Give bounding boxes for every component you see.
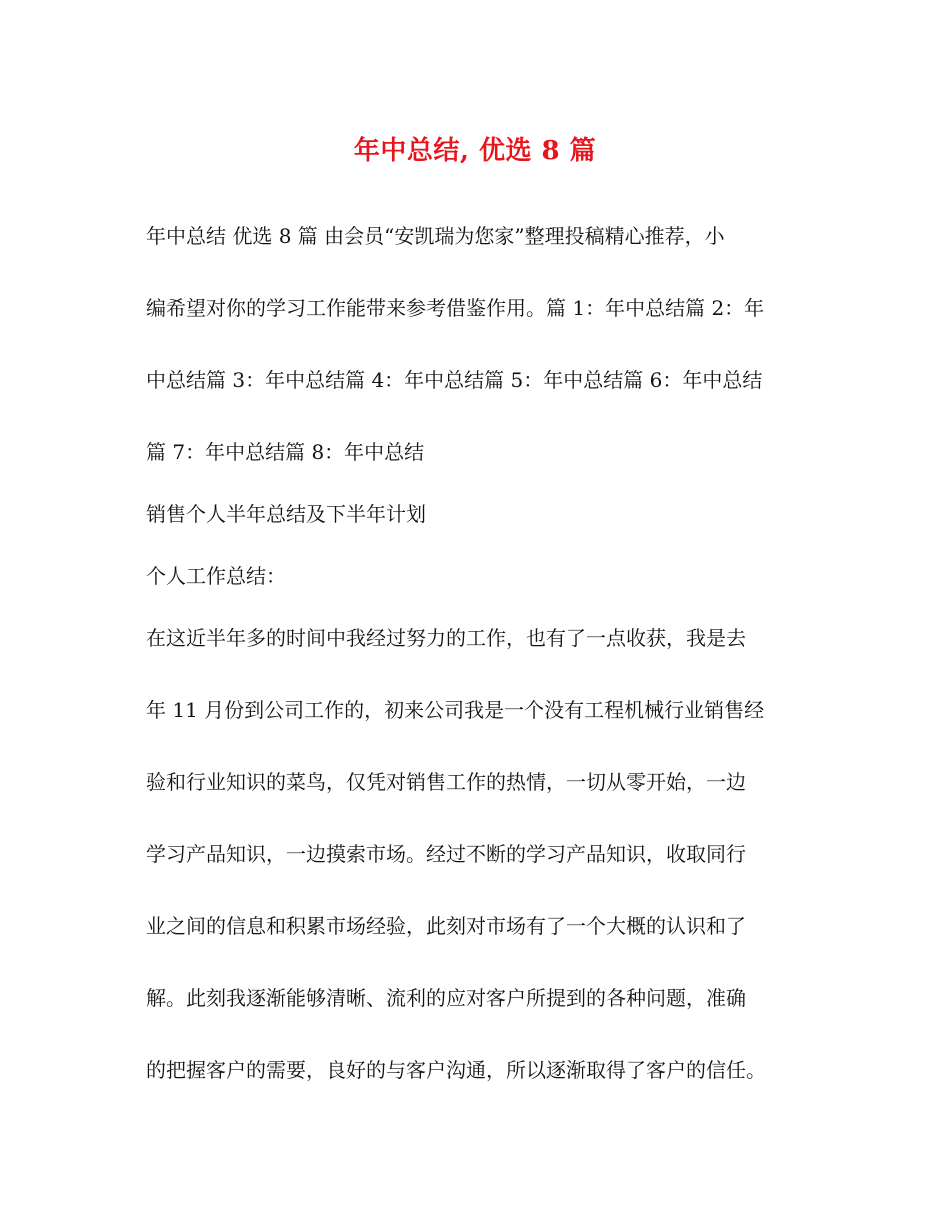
body-line-5: 业之间的信息和积累市场经验，此刻对市场有了一个大概的认识和了 [146, 914, 746, 938]
body-line-2: 年 11 月份到公司工作的，初来公司我是一个没有工程机械行业销售经 [146, 698, 765, 722]
document-title: 年中总结, 优选 8 篇 [353, 136, 597, 166]
body-line-1: 在这近半年多的时间中我经过努力的工作，也有了一点收获，我是去 [146, 626, 746, 650]
intro-line-2: 编希望对你的学习工作能带来参考借鉴作用。篇 1：年中总结篇 2：年 [146, 296, 765, 320]
subsection-heading: 个人工作总结： [146, 564, 286, 588]
body-line-6: 解。此刻我逐渐能够清晰、流利的应对客户所提到的各种问题，准确 [146, 986, 746, 1010]
intro-line-1: 年中总结 优选 8 篇 由会员“安凯瑞为您家”整理投稿精心推荐，小 [146, 224, 725, 248]
body-line-7: 的把握客户的需要，良好的与客户沟通，所以逐渐取得了客户的信任。 [146, 1058, 766, 1082]
body-line-4: 学习产品知识，一边摸索市场。经过不断的学习产品知识，收取同行 [146, 842, 746, 866]
section-heading: 销售个人半年总结及下半年计划 [146, 502, 426, 526]
body-line-3: 验和行业知识的菜鸟，仅凭对销售工作的热情，一切从零开始，一边 [146, 770, 746, 794]
intro-line-3: 中总结篇 3：年中总结篇 4：年中总结篇 5：年中总结篇 6：年中总结 [146, 368, 763, 392]
intro-line-4: 篇 7：年中总结篇 8：年中总结 [146, 440, 425, 464]
